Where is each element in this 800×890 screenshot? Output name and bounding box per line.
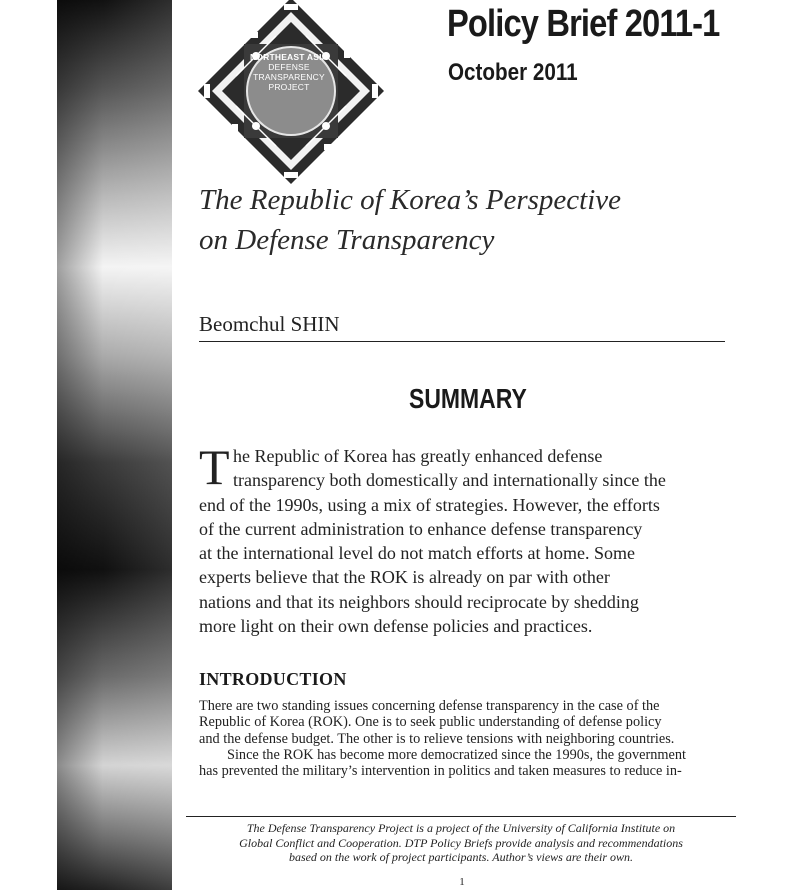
logo-text-line: PROJECT [268,82,310,92]
policy-brief-date: October 2011 [448,59,578,86]
footer-divider [186,816,736,817]
summary-line: of the current administration to enhance defense transparency [199,518,643,539]
footer-note-line: The Defense Transparency Project is a project of the University of California Institute on [246,821,676,835]
summary-dropcap: T [199,439,230,495]
logo-text-line: TRANSPARENCY [253,72,325,82]
summary-line: end of the 1990s, using a mix of strategies. However, the efforts [199,494,660,515]
introduction-text [199,698,726,779]
author-divider [199,341,725,342]
summary-heading: SUMMARY [409,383,527,414]
document-title-line: on Defense Transparency [199,224,495,256]
policy-brief-title: Policy Brief 2011-1 [447,3,720,45]
summary-line: he Republic of Korea has greatly enhanced defense [233,446,603,466]
logo-text [248,52,330,92]
summary-line: transparency both domestically and internationally since the [233,470,666,491]
summary-line: at the international level do not match efforts at home. Some [199,543,636,564]
author-name: Beomchul SHIN [199,312,340,336]
introduction-line: Since the ROK has become more democratized since the 1990s, the government [227,746,686,763]
footer-note-line: based on the work of project participants. Author’s views are their own. [288,850,634,864]
introduction-line: has prevented the military’s intervention in politics and taken measures to reduce in- [199,763,682,780]
document-title-line: The Republic of Korea’s Perspective [199,184,622,216]
footer-note-line: Global Conflict and Cooperation. DTP Policy Briefs provide analysis and recommendations [239,835,683,850]
logo-text-line: NORTHEAST ASIA [249,52,329,62]
footer-note [186,821,736,865]
decorative-side-bar [57,0,172,890]
summary-line: experts believe that the ROK is already on par with other [199,567,610,588]
defense-transparency-project-logo [196,0,386,186]
introduction-line: There are two standing issues concerning defense transparency in the case of the [199,698,660,714]
logo-text-line: DEFENSE [268,62,310,72]
introduction-line: and the defense budget. The other is to relieve tensions with neighboring countries. [199,730,675,747]
page-number: 1 [459,876,465,888]
document-title [199,180,621,260]
introduction-line: Republic of Korea (ROK). One is to seek public understanding of defense policy [199,714,662,731]
summary-line: more light on their own defense policies and practices. [199,616,593,637]
summary-text [199,439,685,638]
summary-line: nations and that its neighbors should reciprocate by shedding [199,591,639,612]
introduction-heading: INTRODUCTION [199,669,347,689]
